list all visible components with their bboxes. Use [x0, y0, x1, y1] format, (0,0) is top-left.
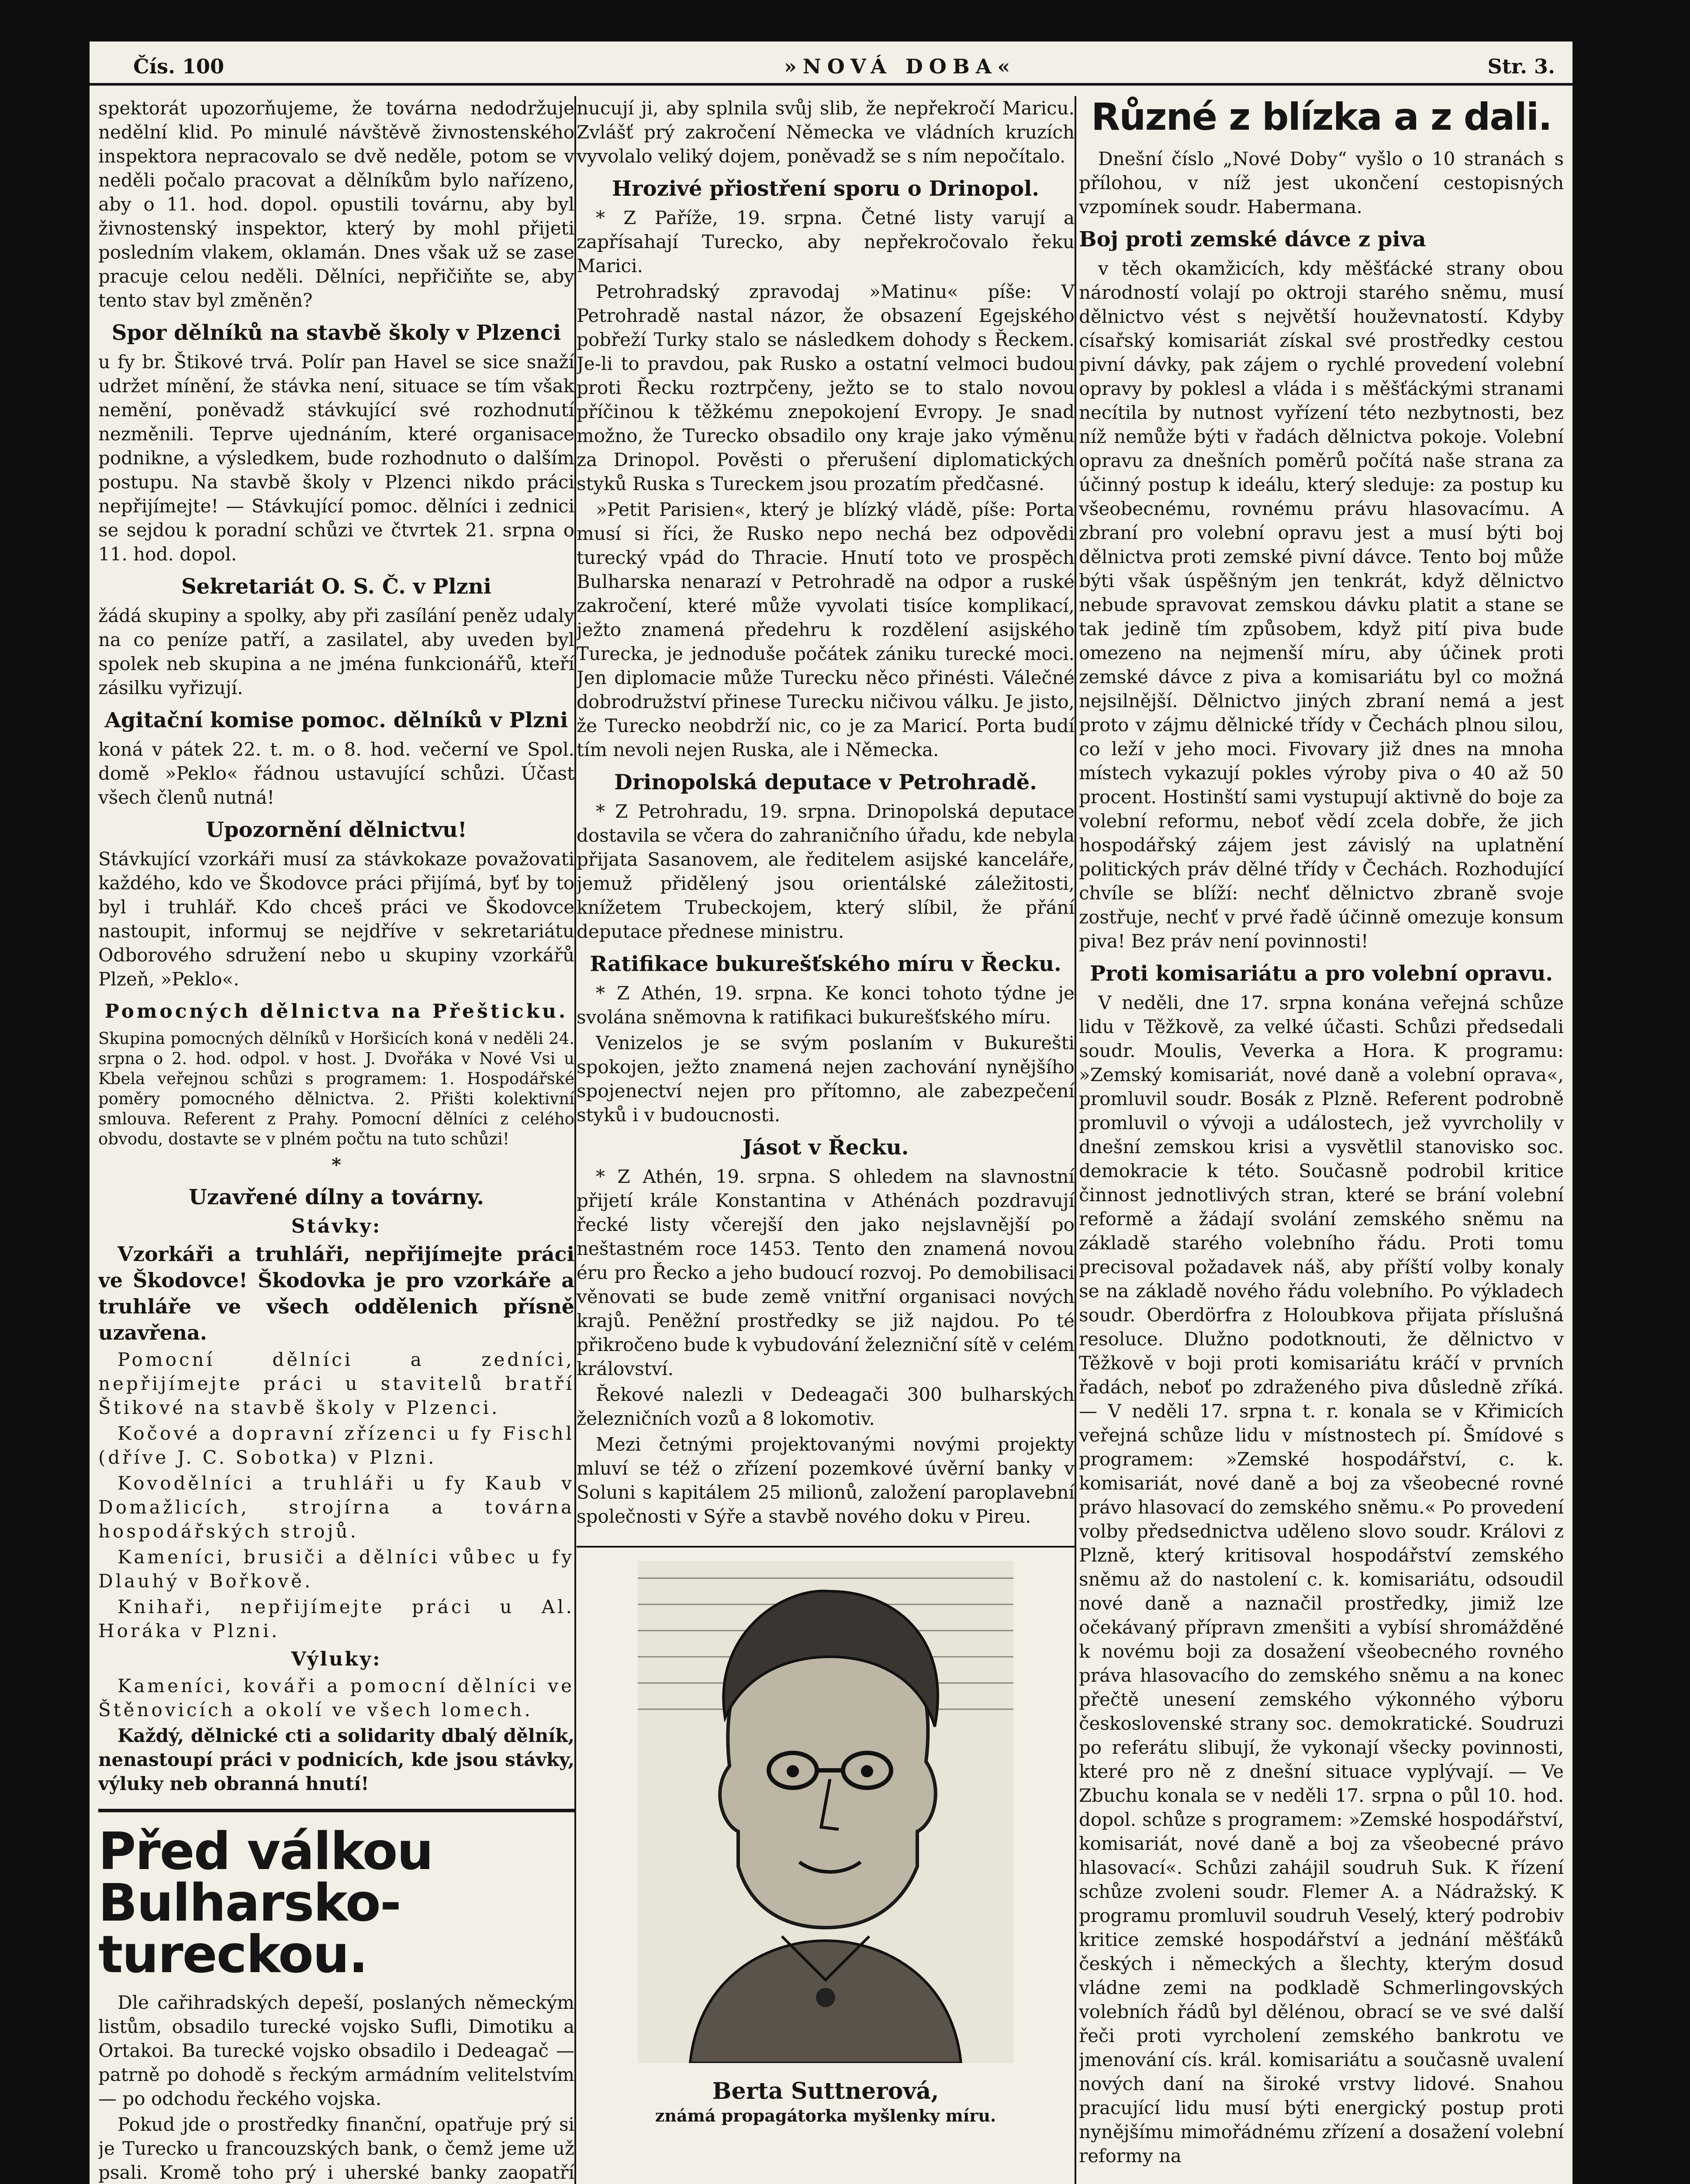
column-3	[1079, 96, 1564, 2184]
headline-drinopol-spor: Hrozivé přiostření sporu o Drinopol.	[612, 176, 1040, 201]
headline-bulharsko-turecko: Před válkou Bulharsko-tureckou.	[98, 1809, 574, 1980]
headline-ratifikace: Ratifikace bukurešťského míru v Řecku.	[590, 952, 1061, 976]
column-2	[577, 96, 1075, 2184]
headline-pomocnych: Pomocných dělnictva na Přešticku.	[104, 1000, 568, 1023]
lockout-item: Kameníci, kováři a pomocní dělníci ve Štěnovicích a okolí ve všech lomech.	[98, 1675, 574, 1721]
headline-jasot: Jásot v Řecku.	[742, 1135, 909, 1160]
article-paragraph: * Z Petrohradu, 19. srpna. Drinopolská deputace dostavila se včera do zahraničního úřadu, kde nebyla přijata Sasanovem, ale ředitelem asijské kanceláře, jemuž přidělený jsou orientálské záležitosti, knížetem Trubeckojem, který slíbil, že přání deputace přednese ministru.	[577, 801, 1075, 942]
article-paragraph: u fy br. Štikové trvá. Polír pan Havel se sice snaží udržet mínění, že stávka není, situace se tím však nemění, poněvadž stávkující své rozhodnutí nezměnili. Teprve ujednáním, které organisace podnikne, a výsledkem, bude rozhodnuto o dalším postupu. Na stavbě školy v Plzenci nikdo práci nepřijímejte! — Stávkující pomoc. dělníci i zednici se sejdou k poradní schůzi ve čtvrtek 21. srpna o 11. hod. dopol.	[98, 351, 574, 565]
headline-sekretariat: Sekretariát O. S. Č. v Plzni	[181, 574, 491, 599]
newspaper-page	[90, 41, 1572, 2184]
portrait-figure	[577, 1546, 1075, 2126]
headline-drinopolska-deputace: Drinopolská deputace v Petrohradě.	[614, 770, 1037, 795]
headline-boj-proti-davce: Boj proti zemské dávce z piva	[1079, 227, 1426, 252]
column-1: spektorát upozorňujeme, že továrna nedodržuje nedělní klid. Po minulé návštěvě živnostenského inspektora nepracovalo se dvě neděle, potom se v neděli počalo pracovat a dělníkům bylo nařízeno, aby o 11. hod. dopol. opustili továrnu, aby byl živnostenský inspektor, který by mohl přijeti posledním vlakem, oklamán. Dnes však už se zase pracuje celou neděli. Dělníci, nepřičiňte se, aby tento stav byl změněn? Spor dělníků na stavbě školy v Plzenci u fy br. Štikové trvá. Polír pan Havel se sice snaží udržet mínění, že stávka není, situace se tím však nemění, poněvadž stávkující své rozhodnutí nezměnili. Teprve ujednáním, které organisace podnikne, a výsledkem, bude rozhodnuto o dalším postupu. Na stavbě školy v Plzenci nikdo práci nepřijímejte! — Stávkující pomoc. dělníci i zednici se sejdou k poradní schůzi ve čtvrtek 21. srpna o 11. hod. dopol. Sekretariát O. S. Č. v Plzni žádá skupiny a spolky, aby při zasílání peněz udaly na co peníze patří, a zasilatel, aby uveden byl spolek neb skupina a ne jména funkcionářů, kteří zásilku vyřizují. Agitační komise pomoc. dělníků v Plzni koná v pátek 22. t. m. o 8. hod. večerní ve Spol. domě »Peklo« řádnou ustavující schůzi. Účast všech členů nutná! Upozornění dělnictvu! Stávkující vzorkáři musí za stávkokaze považovati každého, kdo ve Škodovce práci přijímá, byť by to byl i truhlář. Kdo chceš práci ve Škodovce nastoupit, informuj se nejdříve v sekretariátu Odborového sdružení nebo u skupiny vzorkářů Plzeň, »Peklo«. Pomocných dělnictva na Přešticku. Skupina pomocných dělníků v Horšicích koná v neděli 24. srpna o 2. hod. odpol. v host. J. Dvořáka v Nové Vsi u Kbela veřejnou schůzi s programem: 1. Hospodářské poměry pomocného dělnictva. 2. Přišti kolektivní smlouva. Referent z Prahy. Pomocní dělníci z celého obvodu, dostavte se v plném počtu na tuto schůzi! * Uzavřené dílny a továrny. Stávky: Vzorkáři a truhláři, nepřijímejte práci ve Škodovce! Škodovka je pro vzorkáře a truhláře ve všech oddělenich přísně uzavřena. Pomocní dělníci a zedníci, nepřijímejte práci u stavitelů bratří Štikové na stavbě školy v Plzenci. Kočové a dopravní zřízenci u fy Fischl (dříve J. C. Sobotka) v Plzni. Kovodělníci a truhláři u fy Kaub v Domažlicích, strojírna a továrna hospodářských strojů. Kameníci, brusiči a dělníci vůbec u fy Dlauhý v Bořkově. Knihaři, nepřijímejte práci u Al. Horáka v Plzni. Výluky: Kameníci, kováři a pomocní dělníci ve Štěnovicích a okolí ve všech lomech. Každý, dělnické cti a solidarity dbalý dělník, nenastoupí práci v podnicích, kde jsou stávky, výluky neb obranná hnutí! Před válkou Bulharsko-tureckou. Dle cařihradských depeší, poslaných německým listům, obsadilo turecké vojsko Sufli, Dimotiku a Ortakoi. Ba turecké vojsko obsadilo i Dedeagač — patrně po dohodě s řeckým armádním velitelstvím — po odchodu řeckého vojska. Pokud jde o prostředky finanční, opatřuje prý si je Turecko u francouzských bank, o čemž jeme už psali. Kromě toho prý i uherské banky zaopatří	[98, 96, 574, 2184]
masthead	[90, 41, 1572, 86]
lockout-appeal: Každý, dělnické cti a solidarity dbalý dělník, nenastoupí práci v podnicích, kde jsou stávky, výluky neb obranná hnutí!	[98, 1725, 574, 1794]
issue-number: Čís. 100	[133, 55, 225, 78]
article-paragraph: * Z Athén, 19. srpna. Ke konci tohoto týdne je svolána sněmovna k ratifikaci bukurešťského míru.	[577, 982, 1075, 1028]
headline-proti-komisariatu: Proti komisariátu a pro volební opravu.	[1089, 961, 1553, 986]
subhead-stavky: Stávky:	[291, 1215, 382, 1237]
headline-spor: Spor dělníků na stavbě školy v Plzenci	[111, 321, 561, 345]
article-paragraph: Stávkující vzorkáři musí za stávkokaze považovati každého, kdo ve Škodovce práci přijímá, byť by to byl i truhlář. Kdo chceš práci ve Škodovce nastoupit, informuj se nejdříve v sekretariátu Odborového sdružení nebo u skupiny vzorkářů Plzeň, »Peklo«.	[98, 848, 574, 990]
article-paragraph: žádá skupiny a spolky, aby při zasílání peněz udaly na co peníze patří, a zasilatel, aby uveden byl spolek neb skupina a ne jména funkcionářů, kteří zásilku vyřizují.	[98, 605, 574, 698]
strike-item: Kovodělníci a truhláři u fy Kaub v Domažlicích, strojírna a továrna hospodářských strojů.	[98, 1472, 574, 1542]
article-paragraph: »Petit Parisien«, který je blízký vládě, píše: Porta musí si říci, že Rusko nepo nechá bez odpovědi turecký vpád do Thracie. Hnutí toto ve prospěch Bulharska nenarazí v Petrohradě na odpor a ruské zakročení, které může vyvolati tisíce komplikací, ježto znamená předehru k rozdělení asijského Turecka, je jednoduše počátek zániku turecké moci. Jen diplomacie může Turecku něco přinésti. Válečné dobrodružství přinese Turecku ničivou válku. Je jisto, že Turecko neobdrží nic, co je za Maricí. Porta budí tím nevoli nejen Ruska, ale i Německa.	[577, 499, 1075, 760]
strike-item: Pomocní dělníci a zedníci, nepřijímejte práci u stavitelů bratří Štikové na stavbě školy v Plzenci.	[98, 1349, 574, 1418]
headline-upozorneni: Upozornění dělnictvu!	[205, 818, 467, 842]
article-paragraph: Mezi četnými projektovanými novými projekty mluví se též o zřízení pozemkové úvěrní banky v Soluni s kapitálem 25 milionů, založení paroplavební společnosti v Sýře a stavbě nového doku v Pireu.	[577, 1434, 1075, 1527]
section-heading: Různé z blízka a z dali.	[1091, 96, 1552, 139]
portrait-illustration	[638, 1561, 1013, 2063]
column-rule	[574, 96, 576, 2184]
article-paragraph: Řekové nalezli v Dedeagači 300 bulharských železničních vozů a 8 lokomotiv.	[577, 1384, 1075, 1429]
article-paragraph: v těch okamžicích, kdy měšťácké strany obou národností volají po oktroji starého sněmu, musí dělnictvo vést s největší houževnatostí. Kdyby císařský komisariát získal své prostředky cestou pivní dávky, pak zájem o rychlé provedení volební opravy by poklesl a vláda i s měšťáckými stranami necítila by nutnost vyřízení této nezbytnosti, bez níž nemůže býti v řadách dělnictva pokoje. Volební opravu za dnešních poměrů počítá naše strana za účinný postup k ideálu, který sleduje: za postup ku všeobecnému, rovnému právu hlasovacímu. A zbraní pro volební opravu jest a musí býti boj dělnictva proti zemské pivní dávce. Tento boj může býti však úspěšným jen tenkrát, když dělnictvo nebude spravovat zemskou dávku platit a stane se tak jedině tím způsobem, když pití piva bude omezeno na nejmenší míru, aby účinek proti zemské dávce z piva a komisariátu byl co možná nejsilnější. Dělnictvo jiných zbraní nemá a jest proto v zájmu dělnické třídy v Čechách plnou silou, co leží v jeho moci. Fivovary již dnes na mnoha místech vykazují pokles výroby piva o 40 až 50 procent. Hostinští sami vystupují aktivně do boje za volební reformu, neboť vědí zcela dobře, že jich hospodářský zájem jest závislý na uplatnění politických práv dělné třídy v Čechách. Rozhodující chvíle se blíží: nechť dělnictvo zbraně svoje zostřuje, nechť v prvé řadě účinně omezuje konsum piva! Bez práv není povinnosti!	[1079, 258, 1564, 952]
subhead-vyluky: Výluky:	[291, 1648, 382, 1670]
article-continuation: nucují ji, aby splnila svůj slib, že nepřekročí Maricu. Zvlášť prý zakročení Německa ve vládních kruzích vyvolalo veliký dojem, poněvadž se s ním nepočítalo.	[577, 97, 1075, 167]
article-continuation: spektorát upozorňujeme, že továrna nedodržuje nedělní klid. Po minulé návštěvě živnostenského inspektora nepracovalo se dvě neděle, potom se v neděli počalo pracovat a dělníkům bylo nařízeno, aby o 11. hod. dopol. opustili továrnu, aby byl živnostenský inspektor, který by mohl přijeti posledním vlakem, oklamán. Dnes však už se zase pracuje celou neděli. Dělníci, nepřičiňte se, aby tento stav byl změněn?	[98, 97, 574, 311]
article-paragraph: koná v pátek 22. t. m. o 8. hod. večerní ve Spol. domě »Peklo« řádnou ustavující schůzi. Účast všech členů nutná!	[98, 739, 574, 808]
newspaper-title: »NOVÁ DOBA«	[784, 55, 1016, 78]
article-paragraph: * Z Athén, 19. srpna. S ohledem na slavnostní přijetí krále Konstantina v Athénách pozdravují řecké listy včerejší den jako nejslavnější po neštastném roce 1453. Tento den znamená novou éru pro Řecko a jeho budoucí rozvoj. Po demobilisaci věnovati se bude země vnitřní organisaci nových krajů. Peněžní prostředky se již najdou. Po té přikročeno bude k vybudování železniční sítě v celém království.	[577, 1166, 1075, 1379]
headline-uzavrene-dilny: Uzavřené dílny a továrny.	[189, 1185, 484, 1209]
small-notice	[98, 999, 574, 1149]
portrait-caption-name: Berta Suttnerová,	[712, 2078, 939, 2105]
page-number: Str. 3.	[1487, 55, 1555, 78]
strike-item: Kameníci, brusiči a dělníci vůbec u fy Dlauhý v Bořkově.	[98, 1546, 574, 1592]
article-paragraph: Skupina pomocných dělníků v Horšicích koná v neděli 24. srpna o 2. hod. odpol. v host. J. Dvořáka v Nové Vsi u Kbela veřejnou schůzi s programem: 1. Hospodářské poměry pomocného dělnictva. 2. Přišti kolektivní smlouva. Referent z Prahy. Pomocní dělníci z celého obvodu, dostavte se v plném počtu na tuto schůzi!	[98, 1029, 574, 1148]
column-rule	[1075, 96, 1076, 2184]
article-paragraph: Dnešní číslo „Nové Doby“ vyšlo o 10 stranách s přílohou, v níž jest ukončení cestopisných vzpomínek soudr. Habermana.	[1079, 148, 1564, 218]
article-paragraph: Venizelos je se svým poslaním v Bukurešti spokojen, ježto znamená nejen zachování nynějšího spojenectví nejen pro přítomno, ale zabezpečení styků i v budoucnosti.	[577, 1032, 1075, 1126]
article-paragraph: Dle cařihradských depeší, poslaných německým listům, obsadilo turecké vojsko Sufli, Dimotiku a Ortakoi. Ba turecké vojsko obsadilo i Dedeagač — patrně po dohodě s řeckým armádním velitelstvím — po odchodu řeckého vojska.	[98, 1992, 574, 2109]
strike-item: Knihaři, nepřijímejte práci u Al. Horáka v Plzni.	[98, 1596, 574, 1641]
article-paragraph: V neděli, dne 17. srpna konána veřejná schůze lidu v Těžkově, za velké účasti. Schůzi předsedali soudr. Moulis, Veverka a Hora. K programu: »Zemský komisariát, nové daně a volební oprava«, promluvil soudr. Bosák z Plzně. Referent podrobně promluvil o vývoji a událostech, jež vyvrcholily v dnešní zemskou krisi a vysvětlil stanovisko soc. demokracie k této. Současně podrobil kritice činnost jednotlivých stran, které se brání volební reformě a žádají svolání zemského sněmu na základě starého volebního řádu. Proti tomu precisoval požadavek náš, aby příští volby konaly se na základě nového řádu volebního. Po výkladech soudr. Oberdörfra z Holoubkova přijata příslušná resoluce. Dlužno podotknouti, že dělnictvo v Těžkově v boji proti komisariátu kráčí v prvních řadách, neboť po zdraženého piva důsledně zříká. — V neděli 17. srpna t. r. konala se v Křimicích veřejná schůze lidu v místnostech pí. Šmídové s programem: »Zemské hospodářství, c. k. komisariát, nové daně a boj za všeobecné rovné právo hlasovací do zemského sněmu.« Po provedení volby předsednictva uděleno slovo soudr. Královi z Plzně, který kritisoval hospodářství zemského sněmu až do nastolení c. k. komisariátu, odsoudil nové daně a naznačil prostředky, jimiž lze očekávaný přípravn zmenšiti a vybísí shromážděné k novému boji za dosažení všeobecného rovného práva hlasovacího do zemského sněmu a na konec přečtě unesení zemského výkonného výboru československé strany soc. demokratické. Soudruzi po referátu slibují, že vykonají všecky povinnosti, které pro ně z dnešní situace vyplývají. — Ve Zbuchu konala se v neděli 17. srpna o půl 10. hod. dopol. schůze s programem: »Zemské hospodářství, komisariát, nové daně a boj za všeobecné právo hlasovací«. Schůzi zahájil soudruh Suk. K řízení schůze zvoleni soudr. Flemer A. a Nádražský. K programu promluvil soudruh Veselý, který podrobiv kritice zemské hospodářství a jednání měšťáků českých i německých a šlechty, kterým dosud vládne zemi na podkladě Schmerlingovských volebních řádů byl dělénou, obrací se ve své další řeči proti vyrcholení zemského bankrotu ve jmenování cís. král. komisariátu a současně uvalení nových daní na široké vrstvy lidové. Snahou pracující lidu musí býti energický postup proti nynějšímu mimořádnému zřízení a dosažení volební reformy na	[1079, 992, 1564, 2167]
headline-agitacni-komise: Agitační komise pomoc. dělníků v Plzni	[104, 708, 568, 733]
portrait-caption-subtitle: známá propagátorka myšlenky míru.	[655, 2106, 996, 2125]
article-paragraph: Pokud jde o prostředky finanční, opatřuje prý si je Turecko u francouzských bank, o čemž jeme už psali. Kromě toho prý i uherské banky zaopatří	[98, 2114, 574, 2183]
article-paragraph: Petrohradský zpravodaj »Matinu« píše: V Petrohradě nastal názor, že obsazení Egejského pobřeží Turky stalo se následkem dohody s Řeckem. Je-li to pravdou, pak Rusko a ostatní velmoci budou proti Řecku roztrpčeny, ježto se to stalo novou příčinou k těžkému znepokojení Evropy. Je snad možno, že Turecko obsadilo ony kraje jako výměnu za Drinopol. Pověsti o přerušení diplomatických styků Ruska s Tureckem jsou prozatím předčasné.	[577, 281, 1075, 494]
strike-notice: Vzorkáři a truhláři, nepřijímejte práci ve Škodovce! Škodovka je pro vzorkáře a truhláře ve všech oddělenich přísně uzavřena.	[98, 1242, 574, 1344]
article-paragraph: * Z Paříže, 19. srpna. Četné listy varují a zapřísahají Turecko, aby nepřekročovalo řeku Marici.	[577, 207, 1075, 276]
strike-item: Kočové a dopravní zřízenci u fy Fischl (dříve J. C. Sobotka) v Plzni.	[98, 1423, 574, 1468]
